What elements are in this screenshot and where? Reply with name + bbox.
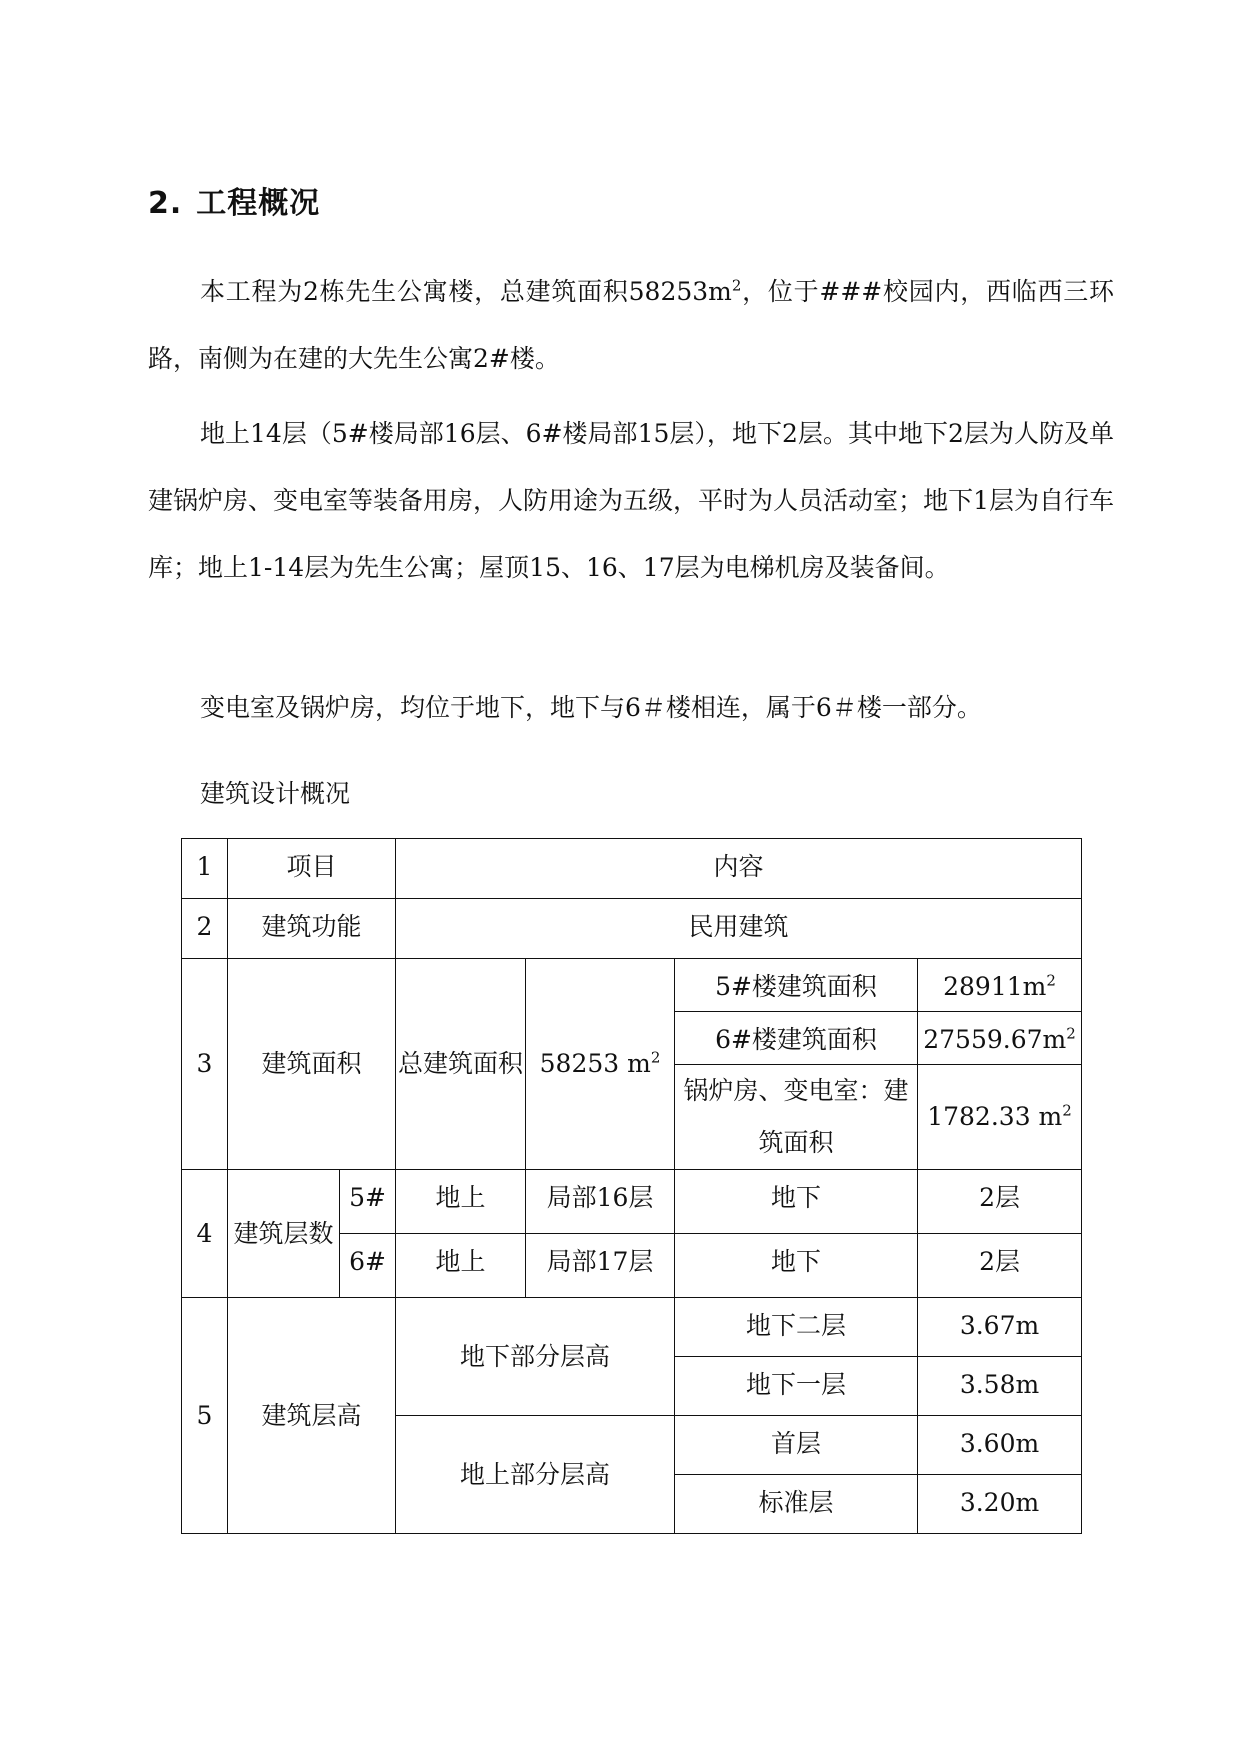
cell-total-area-label: 总建筑面积 (396, 959, 526, 1170)
cell-below-value: 2层 (918, 1170, 1082, 1234)
table-row (182, 1170, 1082, 1234)
paragraph-overview-text-a: 本工程为2栋先生公寓楼，总建筑面积58253m (200, 277, 732, 306)
b5-area-number: 28911m (943, 972, 1047, 1001)
cell-below-label: 地下 (675, 1234, 918, 1298)
boiler-area-number: 1782.33 m (927, 1102, 1063, 1131)
section-number: 2. (148, 186, 183, 221)
cell-area-label: 建筑面积 (228, 959, 396, 1170)
cell-b1-label: 地下一层 (675, 1357, 918, 1416)
row-number: 2 (182, 899, 228, 959)
paragraph-overview (148, 258, 1114, 392)
superscript-2: 2 (731, 276, 742, 295)
header-item: 项目 (228, 839, 396, 899)
table-row (182, 899, 1082, 959)
superscript-2: 2 (1062, 1101, 1072, 1120)
cell-first-label: 首层 (675, 1416, 918, 1475)
cell-first-value: 3.60m (918, 1416, 1082, 1475)
cell-b2-label: 地下二层 (675, 1298, 918, 1357)
superscript-2: 2 (650, 1048, 661, 1067)
cell-b5-area-label: 5#楼建筑面积 (675, 959, 918, 1012)
cell-above-label: 地上 (396, 1170, 526, 1234)
cell-b5-area-value (918, 959, 1082, 1012)
row-number: 1 (182, 839, 228, 899)
cell-above-group: 地上部分层高 (396, 1416, 675, 1534)
cell-function-value: 民用建筑 (396, 899, 1082, 959)
superscript-2: 2 (1066, 1024, 1076, 1043)
cell-b5-above-value: 局部16层 (526, 1170, 675, 1234)
cell-below-value: 2层 (918, 1234, 1082, 1298)
superscript-2: 2 (1046, 971, 1056, 990)
cell-std-value: 3.20m (918, 1475, 1082, 1534)
cell-b6-area-value (918, 1012, 1082, 1065)
cell-b1-value: 3.58m (918, 1357, 1082, 1416)
cell-function-label: 建筑功能 (228, 899, 396, 959)
paragraph-overview-text-b: ，位于###校园内，西临西三环路，南侧为在建的大先生公寓2#楼。 (148, 277, 1114, 373)
table-row (182, 839, 1082, 899)
table-caption: 建筑设计概况 (200, 779, 351, 808)
cell-below-label: 地下 (675, 1170, 918, 1234)
paragraph-substation: 变电室及锅炉房，均位于地下，地下与6＃楼相连，属于6＃楼一部分。 (200, 693, 982, 722)
cell-building-5: 5# (340, 1170, 396, 1234)
design-overview-table (181, 838, 1082, 1534)
cell-building-6: 6# (340, 1234, 396, 1298)
total-area-number: 58253 m (539, 1049, 651, 1078)
cell-boiler-area-value (918, 1065, 1082, 1170)
cell-b6-above-value: 局部17层 (526, 1234, 675, 1298)
cell-below-group: 地下部分层高 (396, 1298, 675, 1416)
cell-total-area-value (526, 959, 675, 1170)
section-heading (148, 178, 320, 222)
table-row (182, 959, 1082, 1012)
row-number: 5 (182, 1298, 228, 1534)
cell-std-label: 标准层 (675, 1475, 918, 1534)
cell-b2-value: 3.67m (918, 1298, 1082, 1357)
table-row (182, 1298, 1082, 1357)
row-number: 4 (182, 1170, 228, 1298)
cell-boiler-area-label: 锅炉房、变电室：建筑面积 (675, 1065, 918, 1170)
section-title: 工程概况 (196, 186, 321, 221)
header-content: 内容 (396, 839, 1082, 899)
row-number: 3 (182, 959, 228, 1170)
cell-floors-label: 建筑层数 (228, 1170, 340, 1298)
cell-above-label: 地上 (396, 1234, 526, 1298)
cell-height-label: 建筑层高 (228, 1298, 396, 1534)
cell-b6-area-label: 6#楼建筑面积 (675, 1012, 918, 1065)
b6-area-number: 27559.67m (923, 1025, 1067, 1054)
paragraph-floors: 地上14层（5#楼局部16层、6#楼局部15层），地下2层。其中地下2层为人防及单建锅炉房、变电室等装备用房，人防用途为五级，平时为人员活动室；地下1层为自行车库；地上1-14层为先生公寓；屋顶15、16、17层为电梯机房及装备间。 (148, 419, 1114, 582)
